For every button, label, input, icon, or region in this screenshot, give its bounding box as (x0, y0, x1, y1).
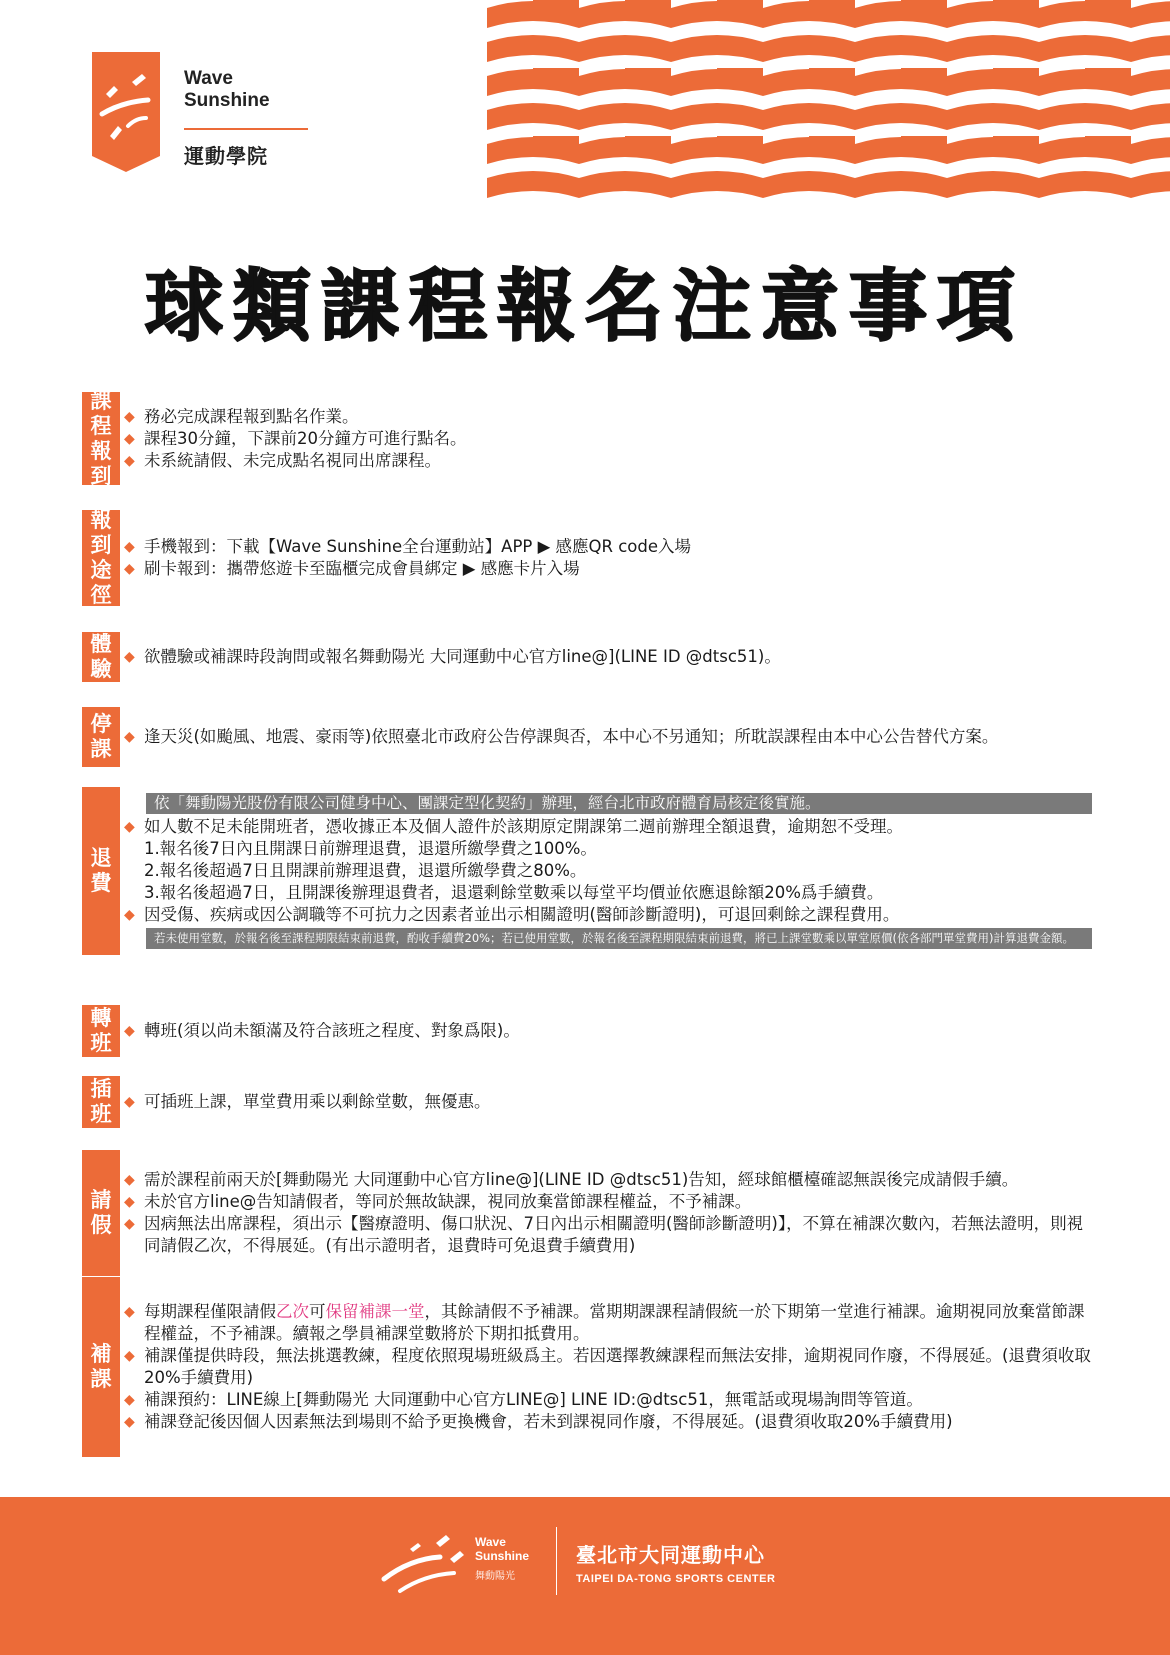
bullet-item: ◆ 未系統請假、未完成點名視同出席課程。 (124, 450, 1092, 472)
section-body (124, 707, 1092, 767)
bullet-item: ◆ 如人數不足未能開班者，憑收據正本及個人證件於該期原定開課第二週前辦理全額退費，逾期恕不受理。 (124, 816, 1092, 838)
bullet-item: ◆ 因病無法出席課程，須出示【醫療證明、傷口狀況、7日內出示相關證明(醫師診斷證明)】，不算在補課次數內，若無法證明，則視同請假乙次，不得展延。(有出示證明者，退費時可免退費手續費用) (124, 1213, 1092, 1257)
section-2 (82, 510, 1092, 606)
section-5 (82, 787, 1092, 955)
sub-item: 2.報名後超過7日且開課前辦理退費，退還所繳學費之80%。 (144, 861, 587, 880)
section-tag: 退 費 (82, 787, 120, 955)
bullet-item: ◆ 可插班上課，單堂費用乘以剩餘堂數，無優惠。 (124, 1091, 1092, 1113)
section-body (124, 510, 1092, 606)
section-tag: 停 課 (82, 707, 120, 767)
brand-name-en: Wave Sunshine (184, 68, 270, 111)
bullet-item: ◆ 補課預約：LINE線上[舞動陽光 大同運動中心官方LINE@] LINE ID:@dtsc51，無電話或現場詢問等管道。 (124, 1389, 1092, 1411)
highlight-text: 乙次 (276, 1302, 309, 1321)
section-tag: 報 到 途 徑 (82, 510, 120, 606)
brand-name-zh: 運動學院 (184, 144, 268, 168)
section-1 (82, 388, 1092, 488)
header-logo (92, 52, 322, 182)
footer-brand-en: Wave Sunshine (475, 1535, 530, 1563)
footer-bar (0, 1497, 1170, 1655)
highlight-text: 保留補課一堂 (325, 1302, 425, 1321)
bullet-item: ◆ 需於課程前兩天於[舞動陽光 大同運動中心官方line@](LINE ID @dtsc51)告知，經球館櫃檯確認無誤後完成請假手續。 (124, 1169, 1092, 1191)
section-body (124, 1005, 1092, 1057)
bullet-item: ◆ 補課僅提供時段，無法挑選教練，程度依照現場班級爲主。若因選擇教練課程而無法安排，逾期視同作廢，不得展延。(退費須收取20%手續費用) (124, 1345, 1092, 1389)
bullet-item: ◆ 逢天災(如颱風、地震、豪雨等)依照臺北市政府公告停課與否，本中心不另通知；所耽誤課程由本中心公告替代方案。 (124, 726, 1092, 748)
text-run: 可 (309, 1302, 326, 1321)
footer-center-name: 臺北市大同運動中心 (576, 1543, 765, 1567)
sub-item: 3.報名後超過7日，且開課後辦理退費者，退還剩餘堂數乘以每堂平均價並依應退餘額20%爲手續費。 (144, 883, 884, 902)
brand-divider (184, 128, 308, 130)
bullet-item: ◆ 轉班(須以尚未額滿及符合該班之程度、對象爲限)。 (124, 1020, 1092, 1042)
bullet-item: ◆ 務必完成課程報到點名作業。 (124, 406, 1092, 428)
section-body (124, 1277, 1092, 1457)
section-body (124, 1150, 1092, 1276)
section-tag: 補 課 (82, 1277, 120, 1457)
section-tag: 體 驗 (82, 632, 120, 682)
bullet-item: ◆ 因受傷、疾病或因公調職等不可抗力之因素者並出示相關證明(醫師診斷證明)，可退回剩餘之課程費用。 (124, 904, 1092, 926)
footer-divider (556, 1527, 557, 1595)
bullet-item: ◆ 未於官方line@告知請假者，等同於無故缺課，視同放棄當節課程權益，不予補課。 (124, 1191, 1092, 1213)
section-3 (82, 632, 1092, 682)
bullet-item: ◆ 欲體驗或補課時段詢問或報名舞動陽光 大同運動中心官方line@](LINE ID @dtsc51)。 (124, 646, 1092, 668)
section-tag: 轉 班 (82, 1005, 120, 1057)
footer-center-name-en: TAIPEI DA-TONG SPORTS CENTER (576, 1573, 776, 1585)
decorative-wave-pattern (487, 0, 1170, 204)
section-9 (82, 1277, 1092, 1457)
wave-sunshine-logo-icon (92, 52, 160, 172)
section-body (124, 1076, 1092, 1128)
policy-footnote: 若未使用堂數，於報名後至課程期限結束前退費，酌收手續費20%；若已使用堂數，於報名後至課程期限結束前退費，將已上課堂數乘以單堂原價(依各部門單堂費用)計算退費金額。 (146, 928, 1092, 949)
bullet-item: ◆ 刷卡報到：攜帶悠遊卡至臨櫃完成會員綁定 ▶ 感應卡片入場 (124, 558, 1092, 580)
footer-logo-icon (380, 1529, 470, 1597)
section-8 (82, 1150, 1092, 1276)
section-6 (82, 1005, 1092, 1057)
sub-item: 1.報名後7日內且開課日前辦理退費，退還所繳學費之100%。 (144, 839, 597, 858)
policy-note: 依「舞動陽光股份有限公司健身中心、團課定型化契約」辦理，經台北市政府體育局核定後實施。 (146, 793, 1092, 814)
bullet-item: ◆ 手機報到：下載【Wave Sunshine全台運動站】APP ▶ 感應QR code入場 (124, 536, 1092, 558)
text-run: 每期課程僅限請假 (144, 1302, 276, 1321)
section-body (124, 787, 1092, 955)
section-tag: 插 班 (82, 1076, 120, 1128)
bullet-item (124, 1301, 1092, 1345)
section-body (124, 632, 1092, 682)
section-body (124, 392, 1092, 485)
bullet-item: ◆ 補課登記後因個人因素無法到場則不給予更換機會，若未到課視同作廢，不得展延。(退費須收取20%手續費用) (124, 1411, 1092, 1433)
section-tag: 課 程 報 到 (82, 392, 120, 485)
page-title: 球類課程報名注意事項 (144, 262, 1025, 352)
section-7 (82, 1076, 1092, 1128)
section-4 (82, 707, 1092, 767)
bullet-item: ◆ 課程30分鐘，下課前20分鐘方可進行點名。 (124, 428, 1092, 450)
text-run: ，其餘請假不予補課。當期期課課程請假統一於下期第一堂進行補課。逾期視同放棄當節課程權益，不予補課。續報之學員補課堂數將於下期扣抵費用。 (144, 1302, 1085, 1343)
footer-brand-zh: 舞動陽光 (475, 1571, 515, 1582)
section-tag: 請 假 (82, 1150, 120, 1276)
